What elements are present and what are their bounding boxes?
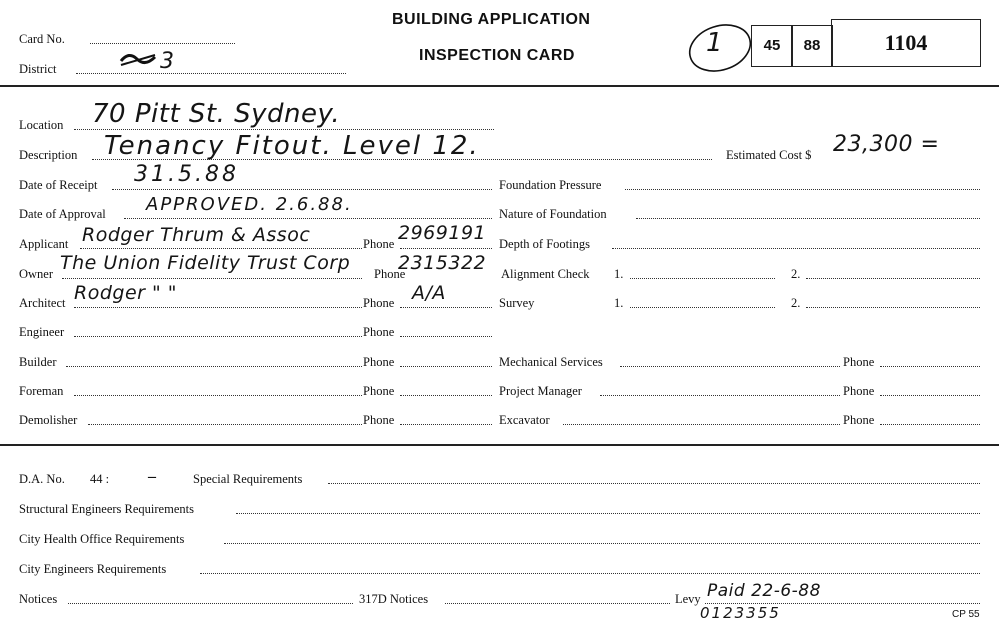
- applicant-phone-line: [400, 248, 492, 249]
- nature-foundation-label: Nature of Foundation: [499, 207, 607, 221]
- engineer-phone-label: Phone: [363, 325, 395, 339]
- owner-phone-label: Phone: [374, 267, 406, 281]
- header-divider: [0, 85, 999, 87]
- alignment-num2: 2.: [791, 267, 801, 281]
- architect-label: Architect: [19, 296, 66, 310]
- card-no-label: Card No.: [19, 32, 65, 46]
- survey-num2: 2.: [791, 296, 801, 310]
- form-code: CP 55: [952, 609, 980, 620]
- project-manager-line: [600, 395, 840, 396]
- demolisher-line: [88, 424, 362, 425]
- district-line: [76, 73, 346, 74]
- location-label: Location: [19, 118, 64, 132]
- excavator-phone-line: [880, 424, 980, 425]
- owner-value: The Union Fidelity Trust Corp: [60, 252, 351, 274]
- date-approval-value: APPROVED. 2.6.88.: [146, 194, 353, 215]
- mechanical-label: Mechanical Services: [499, 355, 603, 369]
- da-no-label: D.A. No.: [19, 472, 65, 486]
- excavator-phone-label: Phone: [843, 413, 875, 427]
- foundation-pressure-line: [625, 189, 980, 190]
- alignment-line1: [630, 278, 775, 279]
- description-label: Description: [19, 148, 78, 162]
- nature-foundation-line: [636, 218, 980, 219]
- demolisher-phone-label: Phone: [363, 413, 395, 427]
- applicant-value: Rodger Thrum & Assoc: [82, 224, 311, 246]
- city-engineers-label: City Engineers Requirements: [19, 562, 167, 576]
- date-approval-label: Date of Approval: [19, 207, 106, 221]
- project-manager-phone-label: Phone: [843, 384, 875, 398]
- location-value: 70 Pitt St. Sydney.: [92, 99, 341, 129]
- struck-out-mark: [119, 49, 157, 71]
- architect-value: Rodger " ": [74, 282, 178, 304]
- excavator-line: [563, 424, 840, 425]
- applicant-phone-label: Phone: [363, 237, 395, 251]
- notices-label: Notices: [19, 592, 58, 606]
- survey-line1: [630, 307, 775, 308]
- architect-phone-value: A/A: [412, 282, 446, 304]
- foreman-label: Foreman: [19, 384, 64, 398]
- special-requirements-line: [328, 483, 980, 484]
- builder-label: Builder: [19, 355, 57, 369]
- survey-label: Survey: [499, 296, 535, 310]
- demolisher-label: Demolisher: [19, 413, 78, 427]
- engineer-phone-line: [400, 336, 492, 337]
- foreman-phone-label: Phone: [363, 384, 395, 398]
- levy-value: Paid 22-6-88: [707, 581, 821, 601]
- foundation-pressure-label: Foundation Pressure: [499, 178, 602, 192]
- da-no-value: 44 :: [90, 472, 110, 486]
- district-label: District: [19, 62, 57, 76]
- builder-line: [66, 366, 362, 367]
- levy-label: Levy: [675, 592, 701, 606]
- architect-phone-label: Phone: [363, 296, 395, 310]
- date-receipt-value: 31.5.88: [134, 162, 239, 187]
- mechanical-phone-label: Phone: [843, 355, 875, 369]
- date-approval-line: [124, 218, 492, 219]
- city-engineers-line: [200, 573, 980, 574]
- foreman-line: [74, 395, 362, 396]
- district-value: 3: [160, 49, 175, 74]
- excavator-label: Excavator: [499, 413, 550, 427]
- alignment-num1: 1.: [614, 267, 624, 281]
- notices-line: [68, 603, 353, 604]
- alignment-line2: [806, 278, 980, 279]
- survey-line2: [806, 307, 980, 308]
- description-value: Tenancy Fitout. Level 12.: [104, 131, 480, 161]
- circled-number: 1: [706, 28, 724, 58]
- form-title-line2: INSPECTION CARD: [419, 47, 575, 64]
- architect-line: [74, 307, 362, 308]
- file-number-box-2: 88: [791, 25, 833, 67]
- project-manager-phone-line: [880, 395, 980, 396]
- levy-receipt-number: 0123355: [700, 604, 781, 622]
- structural-label: Structural Engineers Requirements: [19, 502, 194, 516]
- builder-phone-label: Phone: [363, 355, 395, 369]
- owner-phone-value: 2315322: [398, 252, 487, 274]
- depth-footings-line: [612, 248, 980, 249]
- engineer-line: [74, 336, 362, 337]
- file-number-box-3: 1104: [831, 19, 981, 67]
- card-no-line: [90, 43, 235, 44]
- mechanical-line: [620, 366, 840, 367]
- district-struck-value: [119, 49, 157, 76]
- alignment-check-label: Alignment Check: [501, 267, 590, 281]
- applicant-phone-value: 2969191: [398, 222, 487, 244]
- mechanical-phone-line: [880, 366, 980, 367]
- file-number-box-1: 45: [751, 25, 793, 67]
- owner-label: Owner: [19, 267, 54, 281]
- special-requirements-label: Special Requirements: [193, 472, 303, 486]
- architect-phone-line: [400, 307, 492, 308]
- structural-line: [236, 513, 980, 514]
- health-line: [224, 543, 980, 544]
- project-manager-label: Project Manager: [499, 384, 582, 398]
- applicant-label: Applicant: [19, 237, 69, 251]
- mid-divider: [0, 444, 999, 446]
- form-title-line1: BUILDING APPLICATION: [392, 11, 591, 28]
- owner-line: [62, 278, 362, 279]
- depth-footings-label: Depth of Footings: [499, 237, 590, 251]
- applicant-line: [80, 248, 362, 249]
- estimated-cost-value: 23,300 =: [833, 132, 940, 157]
- date-receipt-line: [112, 189, 492, 190]
- notices-317d-label: 317D Notices: [359, 592, 429, 606]
- estimated-cost-label: Estimated Cost $: [726, 148, 812, 162]
- engineer-label: Engineer: [19, 325, 65, 339]
- notices-317d-line: [445, 603, 670, 604]
- da-dash: –: [148, 468, 156, 485]
- demolisher-phone-line: [400, 424, 492, 425]
- location-line: [74, 129, 494, 130]
- survey-num1: 1.: [614, 296, 624, 310]
- date-receipt-label: Date of Receipt: [19, 178, 98, 192]
- foreman-phone-line: [400, 395, 492, 396]
- builder-phone-line: [400, 366, 492, 367]
- health-label: City Health Office Requirements: [19, 532, 185, 546]
